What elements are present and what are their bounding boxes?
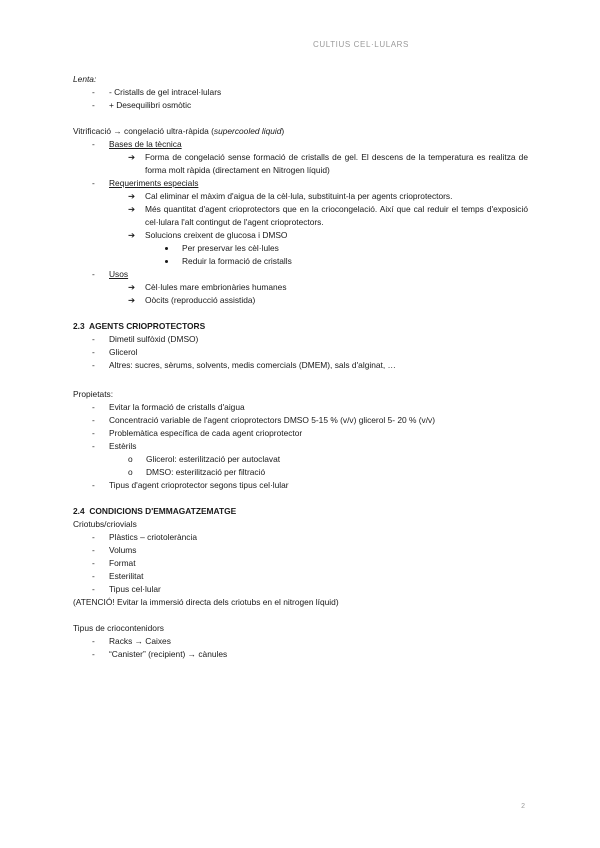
section-title: 2.4 CONDICIONS D'EMMAGATZEMATGE [73,506,237,516]
section-title: 2.3 AGENTS CRIOPROTECTORS [73,321,206,331]
arrow-icon: ➔ [128,295,136,305]
criocontenidors-title: Tipus de criocontenidors [73,623,164,633]
bullet-item: Per preservar les cèl·lules [73,242,528,255]
vitrificacio-intro: Vitrificació → congelació ultra-ràpida (supercooled liquid) [73,126,285,136]
list-item: - Evitar la formació de cristalls d'aigua [92,402,245,412]
list-item: - + Desequilibri osmòtic [92,100,192,110]
list-item: - Plàstics – criotolerància [92,532,197,542]
propietats-title: Propietats: [73,389,114,399]
list-item: - Esterilitat [92,571,144,581]
list-item: - Altres: sucres, sèrums, solvents, medis comercials (DMEM), sals d'alginat, … [92,360,396,370]
section-subtitle: Criotubs/criovials [73,519,137,529]
arrow-item: ➔ Més quantitat d'agent crioprotectors que en la criocongelació. Així que cal reduir el temps d'exposició cel·lulara l'alt contingut de l'agent crioprotectors. [128,204,528,227]
list-item: - Requeriments especials [92,178,199,188]
list-item: - Racks → Caixes [92,636,171,646]
list-item: - Estèrils [92,441,137,451]
arrow-icon: ➔ [128,204,136,214]
running-header: CULTIUS CEL·LULARS [312,40,409,49]
arrow-icon: ➔ [128,282,136,292]
arrow-icon: ➔ [128,191,136,201]
arrow-icon: ➔ [128,152,136,162]
bullet-item: Reduir la formació de cristalls [73,255,528,268]
list-item: - Bases de la tècnica [92,139,182,149]
arrow-icon: ➔ [128,230,136,240]
list-item: - Tipus cel·lular [92,584,161,594]
arrow-item: ➔ Forma de congelació sense formació de cristalls de gel. El descens de la temperatura es realitza de forma molt ràpida (directament en Nitrogen líquid) [128,152,528,175]
list-item: - - Cristalls de gel intracel·lulars [92,87,222,97]
bullet-icon [165,247,168,250]
arrow-item: ➔ Cèl·lules mare embrionàries humanes [128,282,287,292]
circle-bullet-icon: o [128,467,133,477]
list-item: - “Canister” (recipient) → cànules [92,649,228,659]
list-item: - Volums [92,545,137,555]
list-item: - Tipus d'agent crioprotector segons tipus cel·lular [92,480,289,490]
arrow-item: ➔ Oòcits (reproducció assistida) [128,295,256,305]
list-item: - Concentració variable de l'agent crioprotectors DMSO 5-15 % (v/v) glicerol 5- 20 % (v/v) [92,415,436,425]
sub-list-item: o DMSO: esterilització per filtració [128,467,266,477]
list-item: - Problemàtica específica de cada agent crioprotector [92,428,303,438]
sub-list-item: o Glicerol: esterilització per autoclavat [128,454,281,464]
list-item: - Glicerol [92,347,138,357]
page-content [73,73,528,661]
lenta-title: Lenta: [73,74,97,84]
list-item: - Format [92,558,136,568]
page-number: 2 [521,803,525,810]
arrow-item: ➔ Solucions creixent de glucosa i DMSO [128,230,288,240]
list-item: - Dimetil sulfòxid (DMSO) [92,334,199,344]
list-item: - Usos [92,269,129,279]
bullet-icon [165,260,168,263]
circle-bullet-icon: o [128,454,133,464]
arrow-item: ➔ Cal eliminar el màxim d'aigua de la cèl·lula, substituint-la per agents crioprotectors. [128,191,453,201]
warning-note: (ATENCIÓ! Evitar la immersió directa dels criotubs en el nitrogen líquid) [73,597,339,607]
